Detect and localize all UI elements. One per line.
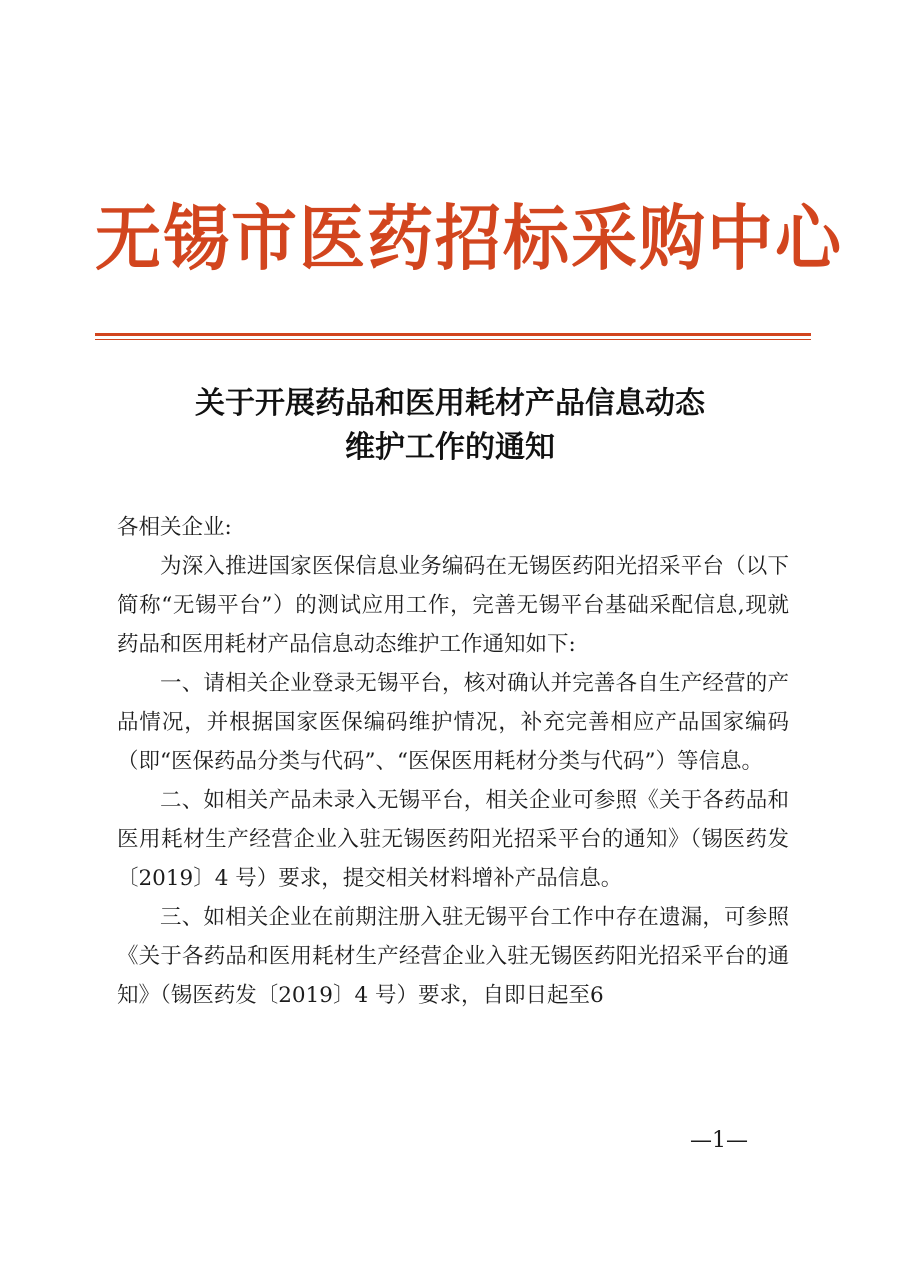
paragraph-item-1: 一、请相关企业登录无锡平台，核对确认并完善各自生产经营的产品情况，并根据国家医保编码维护情况，补充完善相应产品国家编码（即“医保药品分类与代码”、“医保医用耗材分类与代码”）等信息。 [117, 671, 789, 774]
document-title [100, 382, 800, 470]
letterhead-org-name: 无锡市医药招标采购中心 [95, 195, 843, 281]
salutation: 各相关企业: [117, 515, 232, 540]
paragraph-item-2: 二、如相关产品未录入无锡平台，相关企业可参照《关于各药品和医用耗材生产经营企业入驻无锡医药阳光招采平台的通知》（锡医药发〔2019〕4 号）要求，提交相关材料增补产品信息。 [117, 788, 789, 891]
letterhead-divider-thin [95, 339, 811, 340]
document-title-line-1: 关于开展药品和医用耗材产品信息动态 [195, 386, 705, 421]
letterhead-divider-thick [95, 333, 811, 336]
paragraph-item-3: 三、如相关企业在前期注册入驻无锡平台工作中存在遗漏，可参照《关于各药品和医用耗材生产经营企业入驻无锡医药阳光招采平台的通知》（锡医药发〔2019〕4 号）要求，自即日起至6 [117, 905, 789, 1008]
paragraph-intro: 为深入推进国家医保信息业务编码在无锡医药阳光招采平台（以下简称“无锡平台”）的测试应用工作，完善无锡平台基础采配信息,现就药品和医用耗材产品信息动态维护工作通知如下: [117, 554, 789, 657]
page-number: —1— [690, 1128, 748, 1153]
document-title-line-2: 维护工作的通知 [345, 430, 555, 465]
document-body [117, 508, 789, 1015]
